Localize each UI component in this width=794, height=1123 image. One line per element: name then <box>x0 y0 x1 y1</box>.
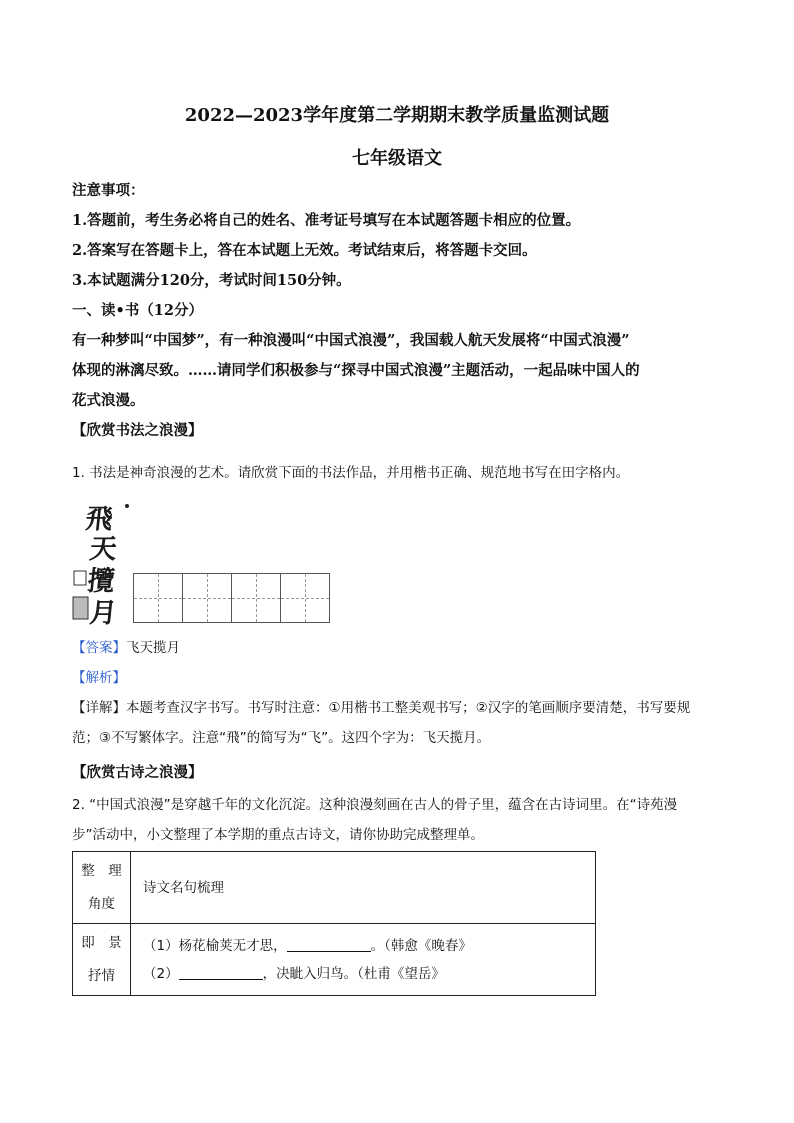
poem-table <box>72 851 596 996</box>
intro-line: 有一种梦叫“中国梦”，有一种浪漫叫“中国式浪漫”，我国载人航天发展将“中国式浪漫” <box>72 332 630 349</box>
question-2 <box>72 790 732 850</box>
poem-item: （2） ，决眦入归鸟。（杜甫《望岳》 <box>143 965 445 982</box>
grid-cell[interactable] <box>280 573 330 623</box>
analysis-label: 【解析】 <box>72 670 126 686</box>
question-line: 2. “中国式浪漫”是穿越千年的文化沉淀。这种浪漫刻画在古人的骨子里，蕴含在古诗词里。在“诗苑漫 <box>72 797 678 813</box>
section-heading: 一、读•书（12分） <box>72 302 203 319</box>
question-1 <box>72 458 732 488</box>
calligraphy-char: 天 <box>88 534 119 565</box>
calligraphy-char: 攬 <box>86 566 117 597</box>
notice-block <box>72 176 732 446</box>
part-heading: 【欣赏古诗之浪漫】 <box>72 764 203 781</box>
table-row-content <box>131 924 596 996</box>
table-row <box>73 924 596 996</box>
grid-cell[interactable] <box>133 573 183 623</box>
dot-mark-icon <box>124 503 130 509</box>
part-heading: 【欣赏书法之浪漫】 <box>72 422 203 439</box>
calligraphy-artwork <box>72 497 134 629</box>
table-header-cell: 诗文名句梳理 <box>131 852 596 924</box>
grid-cell[interactable] <box>182 573 232 623</box>
table-header-row <box>73 852 596 924</box>
answer-line <box>72 633 732 663</box>
intro-line: 花式浪漫。 <box>72 392 145 409</box>
grid-cell[interactable] <box>231 573 281 623</box>
detail-text: 本题考查汉字书写。书写时注意：①用楷书工整美观书写；②汉字的笔画顺序要清楚，书写要规 <box>126 700 691 716</box>
notice-item: 2.答案写在答题卡上，答在本试题上无效。考试结束后，将答题卡交回。 <box>72 242 537 259</box>
exam-subtitle: 七年级语文 <box>352 148 442 169</box>
notice-item: 1.答题前，考生务必将自己的姓名、准考证号填写在本试题答题卡相应的位置。 <box>72 212 581 229</box>
notice-heading: 注意事项： <box>72 182 145 199</box>
seal-stamp-icon <box>72 567 90 625</box>
part2-heading-block <box>72 758 732 788</box>
question-text: 1. 书法是神奇浪漫的艺术。请欣赏下面的书法作品，并用楷书正确、规范地书写在田字格内。 <box>72 465 630 481</box>
intro-line: 体现的淋漓尽致。……请同学们积极参与“探寻中国式浪漫”主题活动，一起品味中国人的 <box>72 362 640 379</box>
question-line: 步”活动中，小文整理了本学期的重点古诗文，请你协助完成整理单。 <box>72 827 484 843</box>
detail-label: 【详解】 <box>72 700 126 716</box>
poem-item: （1）杨花榆荚无才思， 。（韩愈《晚春》 <box>143 937 472 954</box>
tianzige-grid[interactable] <box>134 573 330 623</box>
answer-blank[interactable] <box>287 937 371 952</box>
answer-block <box>72 633 732 753</box>
calligraphy-char: 飛 <box>84 504 115 535</box>
answer-text: 飞天揽月 <box>126 640 180 656</box>
table-row-label: 即 景 抒情 <box>73 924 131 996</box>
table-header-cell: 整 理 角度 <box>73 852 131 924</box>
analysis-line <box>72 663 732 693</box>
answer-blank[interactable] <box>179 965 263 980</box>
detail-line: 范；③不写繁体字。注意“飛”的简写为“飞”。这四个字为：飞天揽月。 <box>72 730 491 746</box>
answer-label: 【答案】 <box>72 640 126 656</box>
notice-item: 3.本试题满分120分，考试时间150分钟。 <box>72 272 351 289</box>
calligraphy-char: 月 <box>88 598 119 629</box>
exam-title: 2022—2023学年度第二学期期末教学质量监测试题 <box>184 105 610 126</box>
detail-line <box>72 693 732 723</box>
